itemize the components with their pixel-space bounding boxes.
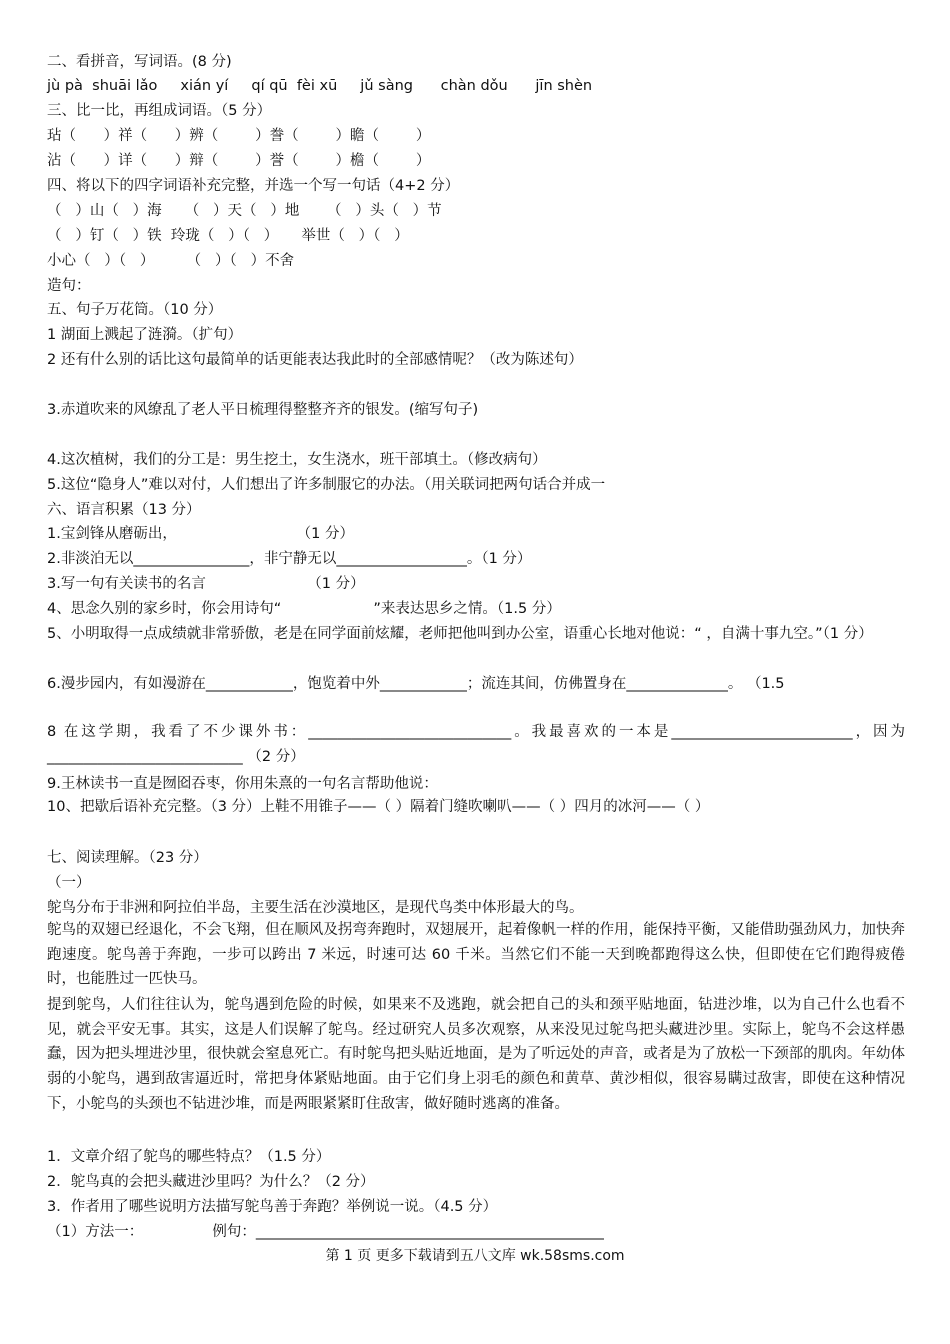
compare-row-2: 沾（ ）详（ ）辩（ ）誉（ ）檐（ ）	[47, 153, 431, 169]
section-5-heading: 五、句子万花筒。（10 分）	[47, 302, 223, 318]
question-5-1: 1 湖面上溅起了涟漪。（扩句）	[47, 327, 243, 343]
question-6-9: 9.王林读书一直是囫囵吞枣，你用朱熹的一句名言帮助他说：	[47, 776, 438, 792]
section-7-heading: 七、阅读理解。（23 分）	[47, 850, 208, 866]
reading-question-3: 3．作者用了哪些说明方法描写鸵鸟善于奔跑？举例说一说。（4.5 分）	[47, 1199, 498, 1215]
section-6-heading: 六、语言积累（13 分）	[47, 502, 201, 518]
idiom-row-2: （ ）钉（ ）铁 玲珑（ ）（ ） 举世（ ）（ ）	[47, 228, 409, 244]
reading-answer-method-1: （1）方法一： 例句：________________________________________________	[47, 1224, 604, 1240]
page-footer: 第 1 页 更多下载请到五八文库 wk.58sms.com	[325, 1248, 625, 1264]
compare-row-1: 玷（ ）祥（ ）辨（ ）誊（ ）瞻（ ）	[47, 128, 431, 144]
question-6-8: 8 在这学期，我看了不少课外书：____________________________。我最喜欢的一本是_________________________，因为___________________________ （2 分）	[47, 724, 905, 765]
passage-1-label: （一）	[47, 875, 91, 891]
idiom-row-1: （ ）山（ ）海 （ ）天（ ）地 （ ）头（ ）节	[47, 203, 442, 219]
question-6-1: 1.宝剑锋从磨砺出， （1 分）	[47, 526, 355, 542]
question-6-10: 10、把歇后语补充完整。（3 分）上鞋不用锥子——（ ）隔着门缝吹喇叭——（ ）四月的冰河——（ ）	[47, 799, 710, 815]
question-6-2: 2.非淡泊无以________________，非宁静无以__________________。（1 分）	[47, 551, 532, 567]
question-5-5: 5.这位“隐身人”难以对付，人们想出了许多制服它的办法。（用关联词把两句话合并成一	[47, 477, 606, 493]
reading-question-1: 1．文章介绍了鸵鸟的哪些特点？（1.5 分）	[47, 1149, 331, 1165]
make-sentence-label: 造句：	[47, 278, 91, 294]
passage-paragraph-2: 鸵鸟的双翅已经退化，不会飞翔，但在顺风及拐弯奔跑时，双翅展开，起着像帆一样的作用，能保持平衡，又能借助强劲风力，加快奔跑速度。鸵鸟善于奔跑，一步可以跨出 7 米远，时速可达 60 千米。当然它们不能一天到晚都跑得这么快，但即使在它们跑得疲倦时，也能胜过一匹快马。	[47, 922, 905, 988]
idiom-row-3: 小心（ ）（ ） （ ）（ ）不舍	[47, 253, 295, 269]
question-5-2: 2 还有什么别的话比这句最简单的话更能表达我此时的全部感情呢？（改为陈述句）	[47, 352, 583, 368]
question-6-5: 5、小明取得一点成绩就非常骄傲，老是在同学面前炫耀，老师把他叫到办公室，语重心长地对他说：“ ，自满十事九空。”（1 分）	[47, 626, 873, 642]
question-6-4: 4、思念久别的家乡时，你会用诗句“ ”来表达思乡之情。（1.5 分）	[47, 601, 561, 617]
question-6-3: 3.写一句有关读书的名言 （1 分）	[47, 576, 365, 592]
question-5-4: 4.这次植树，我们的分工是：男生挖土，女生浇水，班干部填土。（修改病句）	[47, 452, 547, 468]
section-4-heading: 四、将以下的四字词语补充完整，并选一个写一句话（4+2 分）	[47, 178, 460, 194]
question-5-3: 3.赤道吹来的风缭乱了老人平日梳理得整整齐齐的银发。(缩写句子)	[47, 402, 479, 418]
section-3-heading: 三、比一比，再组成词语。（5 分）	[47, 103, 272, 119]
passage-paragraph-3: 提到鸵鸟，人们往往认为，鸵鸟遇到危险的时候，如果来不及逃跑，就会把自己的头和颈平贴地面，钻进沙堆，以为自己什么也看不见，就会平安无事。其实，这是人们误解了鸵鸟。经过研究人员多次观察，从来没见过鸵鸟把头藏进沙里。实际上，鸵鸟不会这样愚蠢，因为把头埋进沙里，很快就会窒息死亡。有时鸵鸟把头贴近地面，是为了听远处的声音，或者是为了放松一下颈部的肌肉。年幼体弱的小鸵鸟，遇到敌害逼近时，常把身体紧贴地面。由于它们身上羽毛的颜色和黄草、黄沙相似，很容易瞒过敌害，即使在这种情况下，小鸵鸟的头颈也不钻进沙堆，而是两眼紧紧盯住敌害，做好随时逃离的准备。	[47, 997, 905, 1112]
passage-paragraph-1: 鸵鸟分布于非洲和阿拉伯半岛，主要生活在沙漠地区，是现代鸟类中体形最大的鸟。	[47, 900, 584, 916]
question-6-6: 6.漫步园内，有如漫游在____________，饱览着中外____________；流连其间，仿佛置身在______________。 （1.5	[47, 676, 785, 692]
section-2-heading: 二、看拼音，写词语。(8 分)	[47, 54, 232, 70]
pinyin-line: jù pà shuāi lǎo xián yí qí qū fèi xū jǔ sàng chàn dǒu jīn shèn	[47, 78, 593, 94]
reading-question-2: 2．鸵鸟真的会把头藏进沙里吗？为什么？（2 分）	[47, 1174, 375, 1190]
